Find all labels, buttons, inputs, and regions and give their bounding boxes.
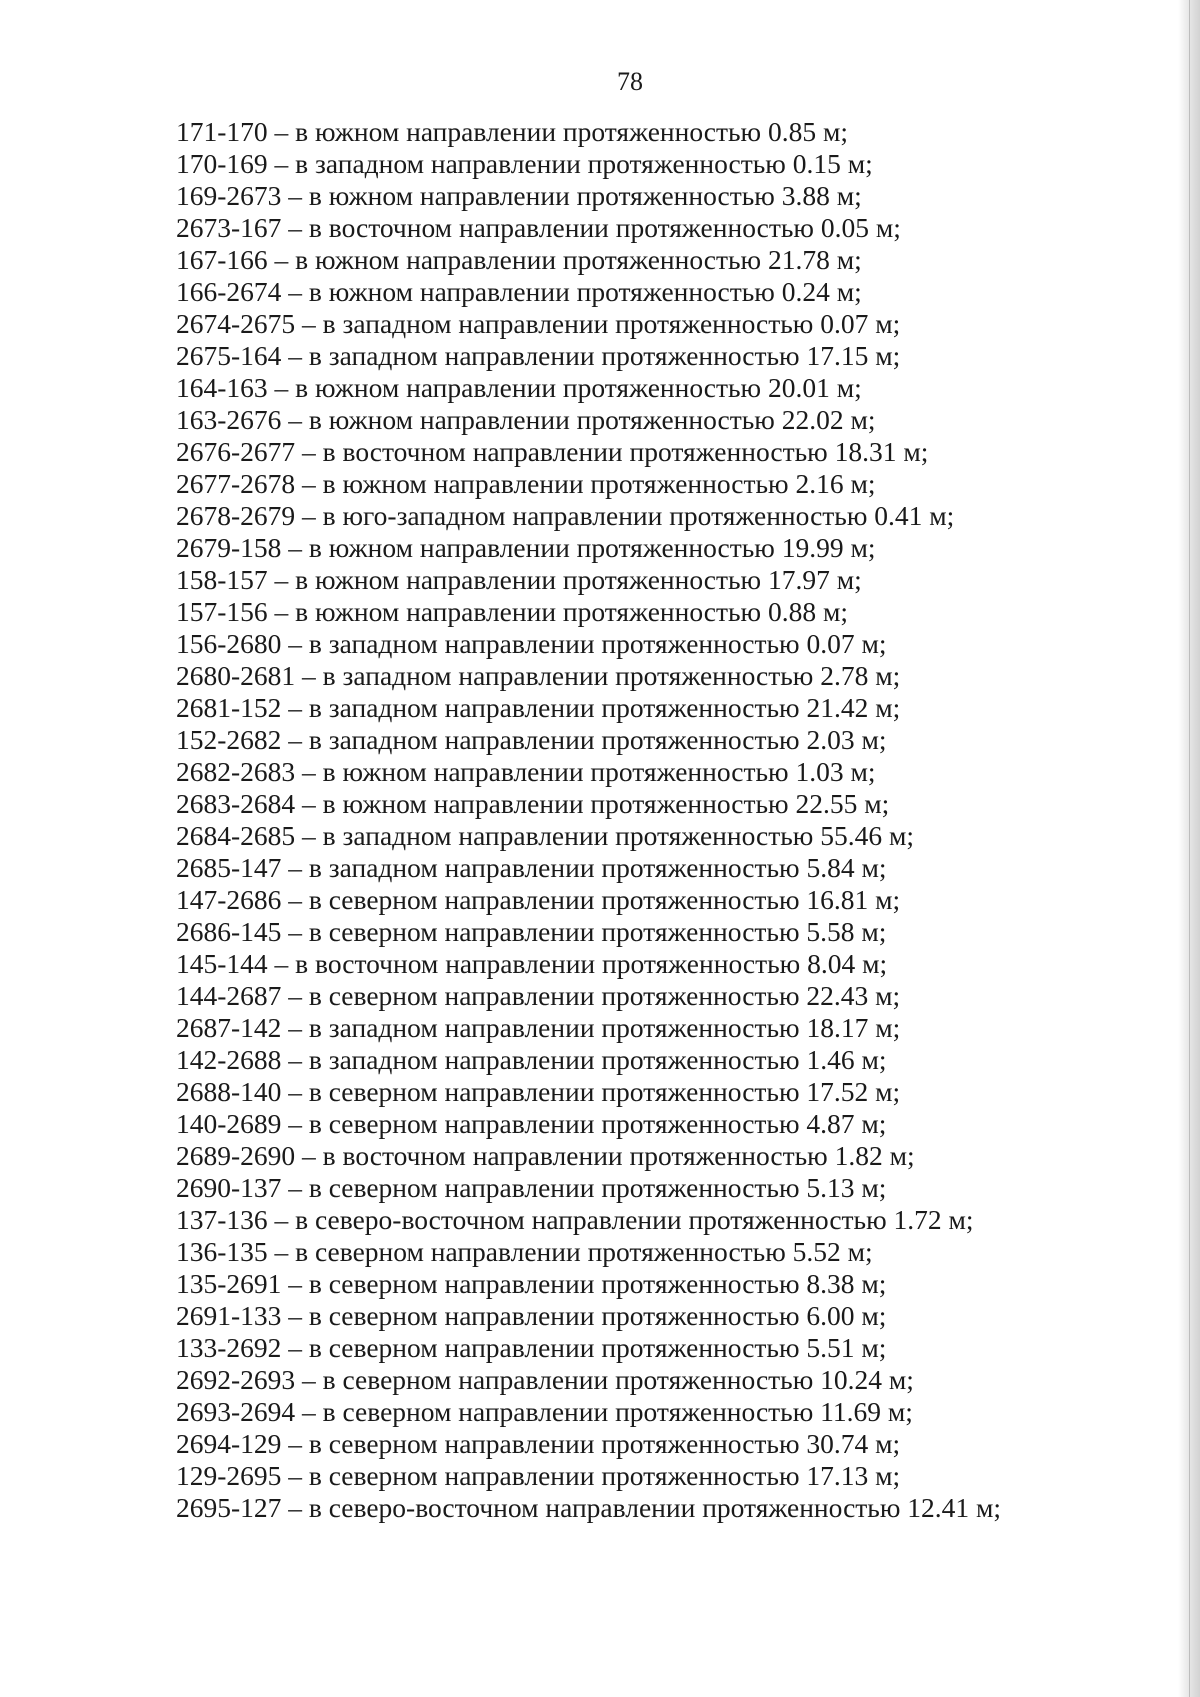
boundary-segment-line: 144-2687 – в северном направлении протяженностью 22.43 м; — [176, 980, 901, 1011]
boundary-segment-line: 156-2680 – в западном направлении протяженностью 0.07 м; — [176, 628, 887, 659]
scan-edge-line — [1189, 0, 1190, 1697]
boundary-segment-line: 2692-2693 – в северном направлении протяженностью 10.24 м; — [176, 1364, 914, 1395]
boundary-segment-line: 147-2686 – в северном направлении протяженностью 16.81 м; — [176, 884, 901, 915]
boundary-segment-line: 2683-2684 – в южном направлении протяженностью 22.55 м; — [176, 788, 890, 819]
boundary-segment-line: 167-166 – в южном направлении протяженностью 21.78 м; — [176, 244, 862, 275]
boundary-segment-line: 2688-140 – в северном направлении протяженностью 17.52 м; — [176, 1076, 901, 1107]
boundary-segment-line: 2693-2694 – в северном направлении протяженностью 11.69 м; — [176, 1396, 913, 1427]
boundary-segment-line: 158-157 – в южном направлении протяженностью 17.97 м; — [176, 564, 862, 595]
boundary-segment-line: 170-169 – в западном направлении протяженностью 0.15 м; — [176, 148, 873, 179]
boundary-segment-line: 135-2691 – в северном направлении протяженностью 8.38 м; — [176, 1268, 887, 1299]
boundary-segment-line: 2691-133 – в северном направлении протяженностью 6.00 м; — [176, 1300, 887, 1331]
boundary-segment-line: 2684-2685 – в западном направлении протяженностью 55.46 м; — [176, 820, 915, 851]
boundary-segment-list — [176, 116, 1001, 1524]
boundary-segment-line: 145-144 – в восточном направлении протяженностью 8.04 м; — [176, 948, 888, 979]
boundary-segment-line: 2690-137 – в северном направлении протяженностью 5.13 м; — [176, 1172, 887, 1203]
boundary-segment-line: 2678-2679 – в юго-западном направлении протяженностью 0.41 м; — [176, 500, 955, 531]
boundary-segment-line: 164-163 – в южном направлении протяженностью 20.01 м; — [176, 372, 862, 403]
boundary-segment-line: 2677-2678 – в южном направлении протяженностью 2.16 м; — [176, 468, 876, 499]
boundary-segment-line: 2686-145 – в северном направлении протяженностью 5.58 м; — [176, 916, 887, 947]
boundary-segment-line: 2681-152 – в западном направлении протяженностью 21.42 м; — [176, 692, 901, 723]
boundary-segment-line: 2676-2677 – в восточном направлении протяженностью 18.31 м; — [176, 436, 929, 467]
boundary-segment-line: 129-2695 – в северном направлении протяженностью 17.13 м; — [176, 1460, 901, 1491]
boundary-segment-line: 166-2674 – в южном направлении протяженностью 0.24 м; — [176, 276, 862, 307]
boundary-segment-line: 2689-2690 – в восточном направлении протяженностью 1.82 м; — [176, 1140, 915, 1171]
boundary-segment-line: 157-156 – в южном направлении протяженностью 0.88 м; — [176, 596, 849, 627]
boundary-segment-line: 2685-147 – в западном направлении протяженностью 5.84 м; — [176, 852, 887, 883]
boundary-segment-line: 2687-142 – в западном направлении протяженностью 18.17 м; — [176, 1012, 901, 1043]
boundary-segment-line: 2680-2681 – в западном направлении протяженностью 2.78 м; — [176, 660, 901, 691]
boundary-segment-line: 2673-167 – в восточном направлении протяженностью 0.05 м; — [176, 212, 901, 243]
boundary-segment-line: 140-2689 – в северном направлении протяженностью 4.87 м; — [176, 1108, 887, 1139]
boundary-segment-line: 2679-158 – в южном направлении протяженностью 19.99 м; — [176, 532, 876, 563]
boundary-segment-line: 2675-164 – в западном направлении протяженностью 17.15 м; — [176, 340, 901, 371]
boundary-segment-line: 142-2688 – в западном направлении протяженностью 1.46 м; — [176, 1044, 887, 1075]
boundary-segment-line: 2674-2675 – в западном направлении протяженностью 0.07 м; — [176, 308, 901, 339]
boundary-segment-line: 171-170 – в южном направлении протяженностью 0.85 м; — [176, 116, 849, 147]
boundary-segment-line: 2695-127 – в северо-восточном направлении протяженностью 12.41 м; — [176, 1492, 1002, 1523]
boundary-segment-line: 136-135 – в северном направлении протяженностью 5.52 м; — [176, 1236, 873, 1267]
boundary-segment-line: 137-136 – в северо-восточном направлении протяженностью 1.72 м; — [176, 1204, 974, 1235]
boundary-segment-line: 163-2676 – в южном направлении протяженностью 22.02 м; — [176, 404, 876, 435]
boundary-segment-line: 2682-2683 – в южном направлении протяженностью 1.03 м; — [176, 756, 876, 787]
boundary-segment-line: 133-2692 – в северном направлении протяженностью 5.51 м; — [176, 1332, 887, 1363]
page-number: 78 — [617, 67, 643, 96]
boundary-segment-line: 2694-129 – в северном направлении протяженностью 30.74 м; — [176, 1428, 901, 1459]
boundary-segment-line: 152-2682 – в западном направлении протяженностью 2.03 м; — [176, 724, 887, 755]
boundary-segment-line: 169-2673 – в южном направлении протяженностью 3.88 м; — [176, 180, 862, 211]
